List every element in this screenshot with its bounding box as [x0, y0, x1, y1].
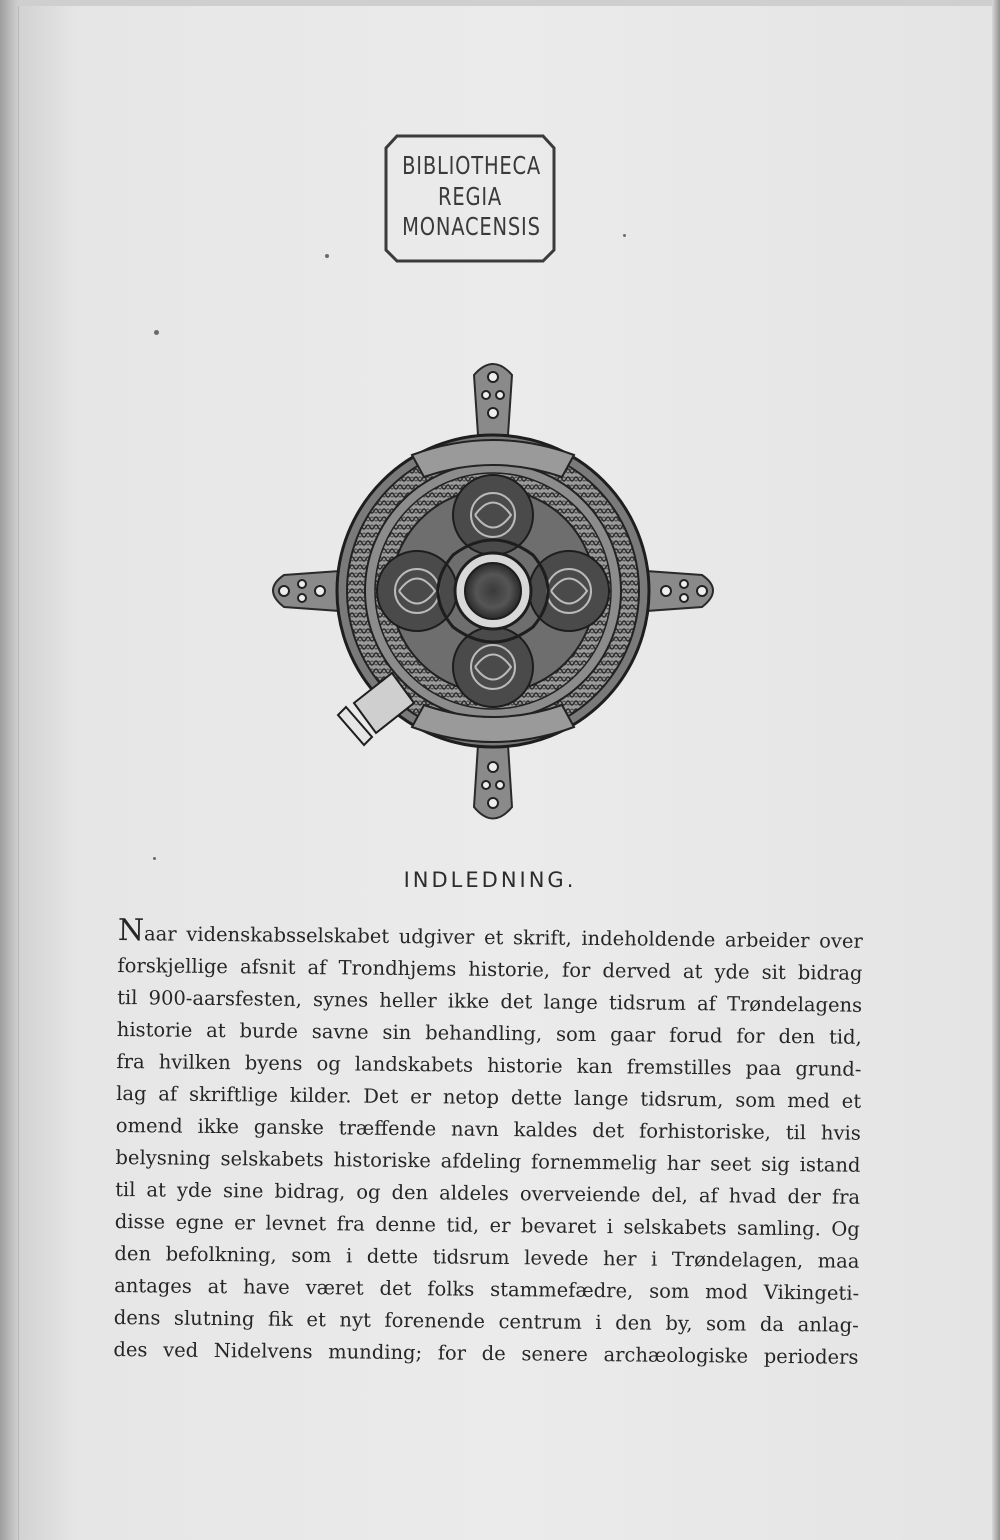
text-line: omend ikke ganske træffende navn kaldes det forhistoriske, til hvis [115, 1113, 861, 1145]
text-line: til 900-aarsfesten, synes heller ikke det lange tidsrum af Trøndelagens [117, 985, 863, 1017]
body-paragraph [113, 913, 863, 1374]
text-line: til at yde sine bidrag, og den aldeles overveiende del, af hvad der fra [115, 1177, 861, 1209]
text-line: belysning selskabets historiske afdeling fornemmelig har seet sig istand [115, 1145, 861, 1177]
stamp-line-1: BIBLIOTHECA [402, 151, 542, 180]
text-line: des ved Nidelvens munding; for de senere archæologiske perioders [113, 1337, 859, 1369]
scan-speck [153, 857, 156, 860]
text-line: historie at burde savne sin behandling, som gaar forud for den tid, [116, 1017, 862, 1049]
scan-speck [325, 254, 329, 258]
text-line: disse egne er levnet fra denne tid, er bevaret i selskabets samling. Og [114, 1209, 860, 1241]
page-edge [992, 0, 1000, 1540]
scan-speck [623, 234, 626, 237]
celtic-brooch-icon [262, 355, 724, 829]
page-gutter-shadow [0, 0, 18, 1540]
first-line-text: aar videnskabsselskabet udgiver et skrift, indeholdende arbeider over [143, 922, 863, 953]
library-stamp [383, 133, 557, 263]
text-line: lag af skriftlige kilder. Det er netop dette lange tidsrum, som med et [116, 1081, 862, 1113]
chapter-heading: INDLEDNING. [403, 868, 577, 892]
text-line: fra hvilken byens og landskabets historie kan fremstilles paa grund- [116, 1049, 862, 1081]
text-line: antages at have været det folks stammefædre, som mod Vikingeti- [114, 1273, 860, 1305]
scan-speck [154, 330, 159, 335]
text-line: dens slutning fik et nyt forenende centrum i den by, som da anlag- [113, 1305, 859, 1337]
text-line: den befolkning, som i dette tidsrum levede her i Trøndelagen, maa [114, 1241, 860, 1273]
text-line: forskjellige afsnit af Trondhjems historie, for derved at yde sit bidrag [117, 953, 863, 985]
stamp-line-3: MONACENSIS [402, 212, 541, 241]
drop-cap: N [117, 913, 145, 949]
stamp-line-2: REGIA [438, 182, 502, 211]
